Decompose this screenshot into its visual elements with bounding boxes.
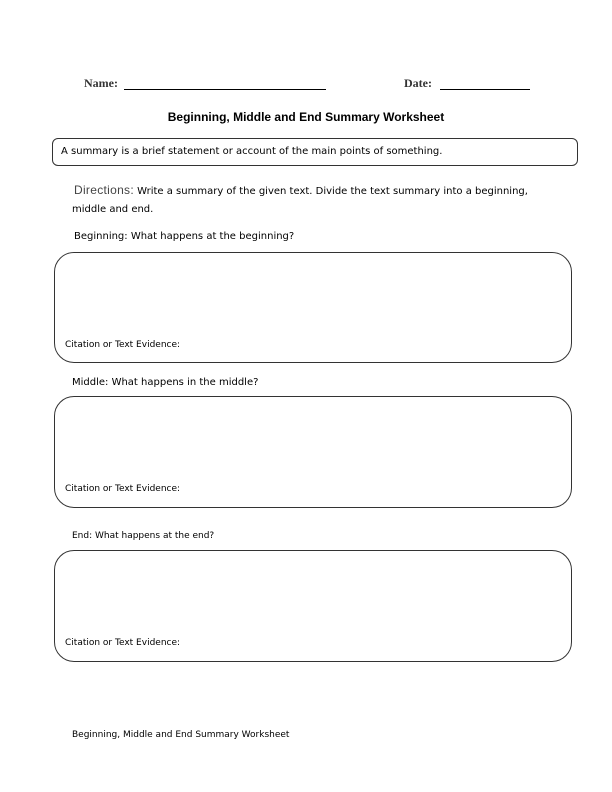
middle-question: Middle: What happens in the middle? — [72, 377, 259, 388]
beginning-answer-box[interactable] — [54, 252, 572, 363]
beginning-citation-label: Citation or Text Evidence: — [65, 340, 181, 350]
end-citation-label: Citation or Text Evidence: — [65, 638, 181, 648]
directions-text-line1: Write a summary of the given text. Divide the text summary into a beginning, — [137, 186, 528, 197]
date-field-line[interactable] — [440, 89, 530, 90]
footer-text: Beginning, Middle and End Summary Worksheet — [72, 730, 290, 740]
name-field-line[interactable] — [124, 89, 326, 90]
name-label: Name: — [84, 76, 118, 90]
directions-text-line2: middle and end. — [72, 204, 154, 215]
directions-label: Directions: — [74, 183, 134, 197]
end-question: End: What happens at the end? — [72, 531, 215, 541]
definition-box: A summary is a brief statement or account of the main points of something. — [52, 138, 578, 166]
directions-block — [74, 181, 574, 219]
end-answer-box[interactable] — [54, 550, 572, 662]
page-title: Beginning, Middle and End Summary Worksheet — [167, 110, 445, 124]
beginning-question: Beginning: What happens at the beginning? — [74, 231, 295, 242]
middle-citation-label: Citation or Text Evidence: — [65, 484, 181, 494]
date-label: Date: — [404, 76, 432, 90]
middle-answer-box[interactable] — [54, 396, 572, 508]
